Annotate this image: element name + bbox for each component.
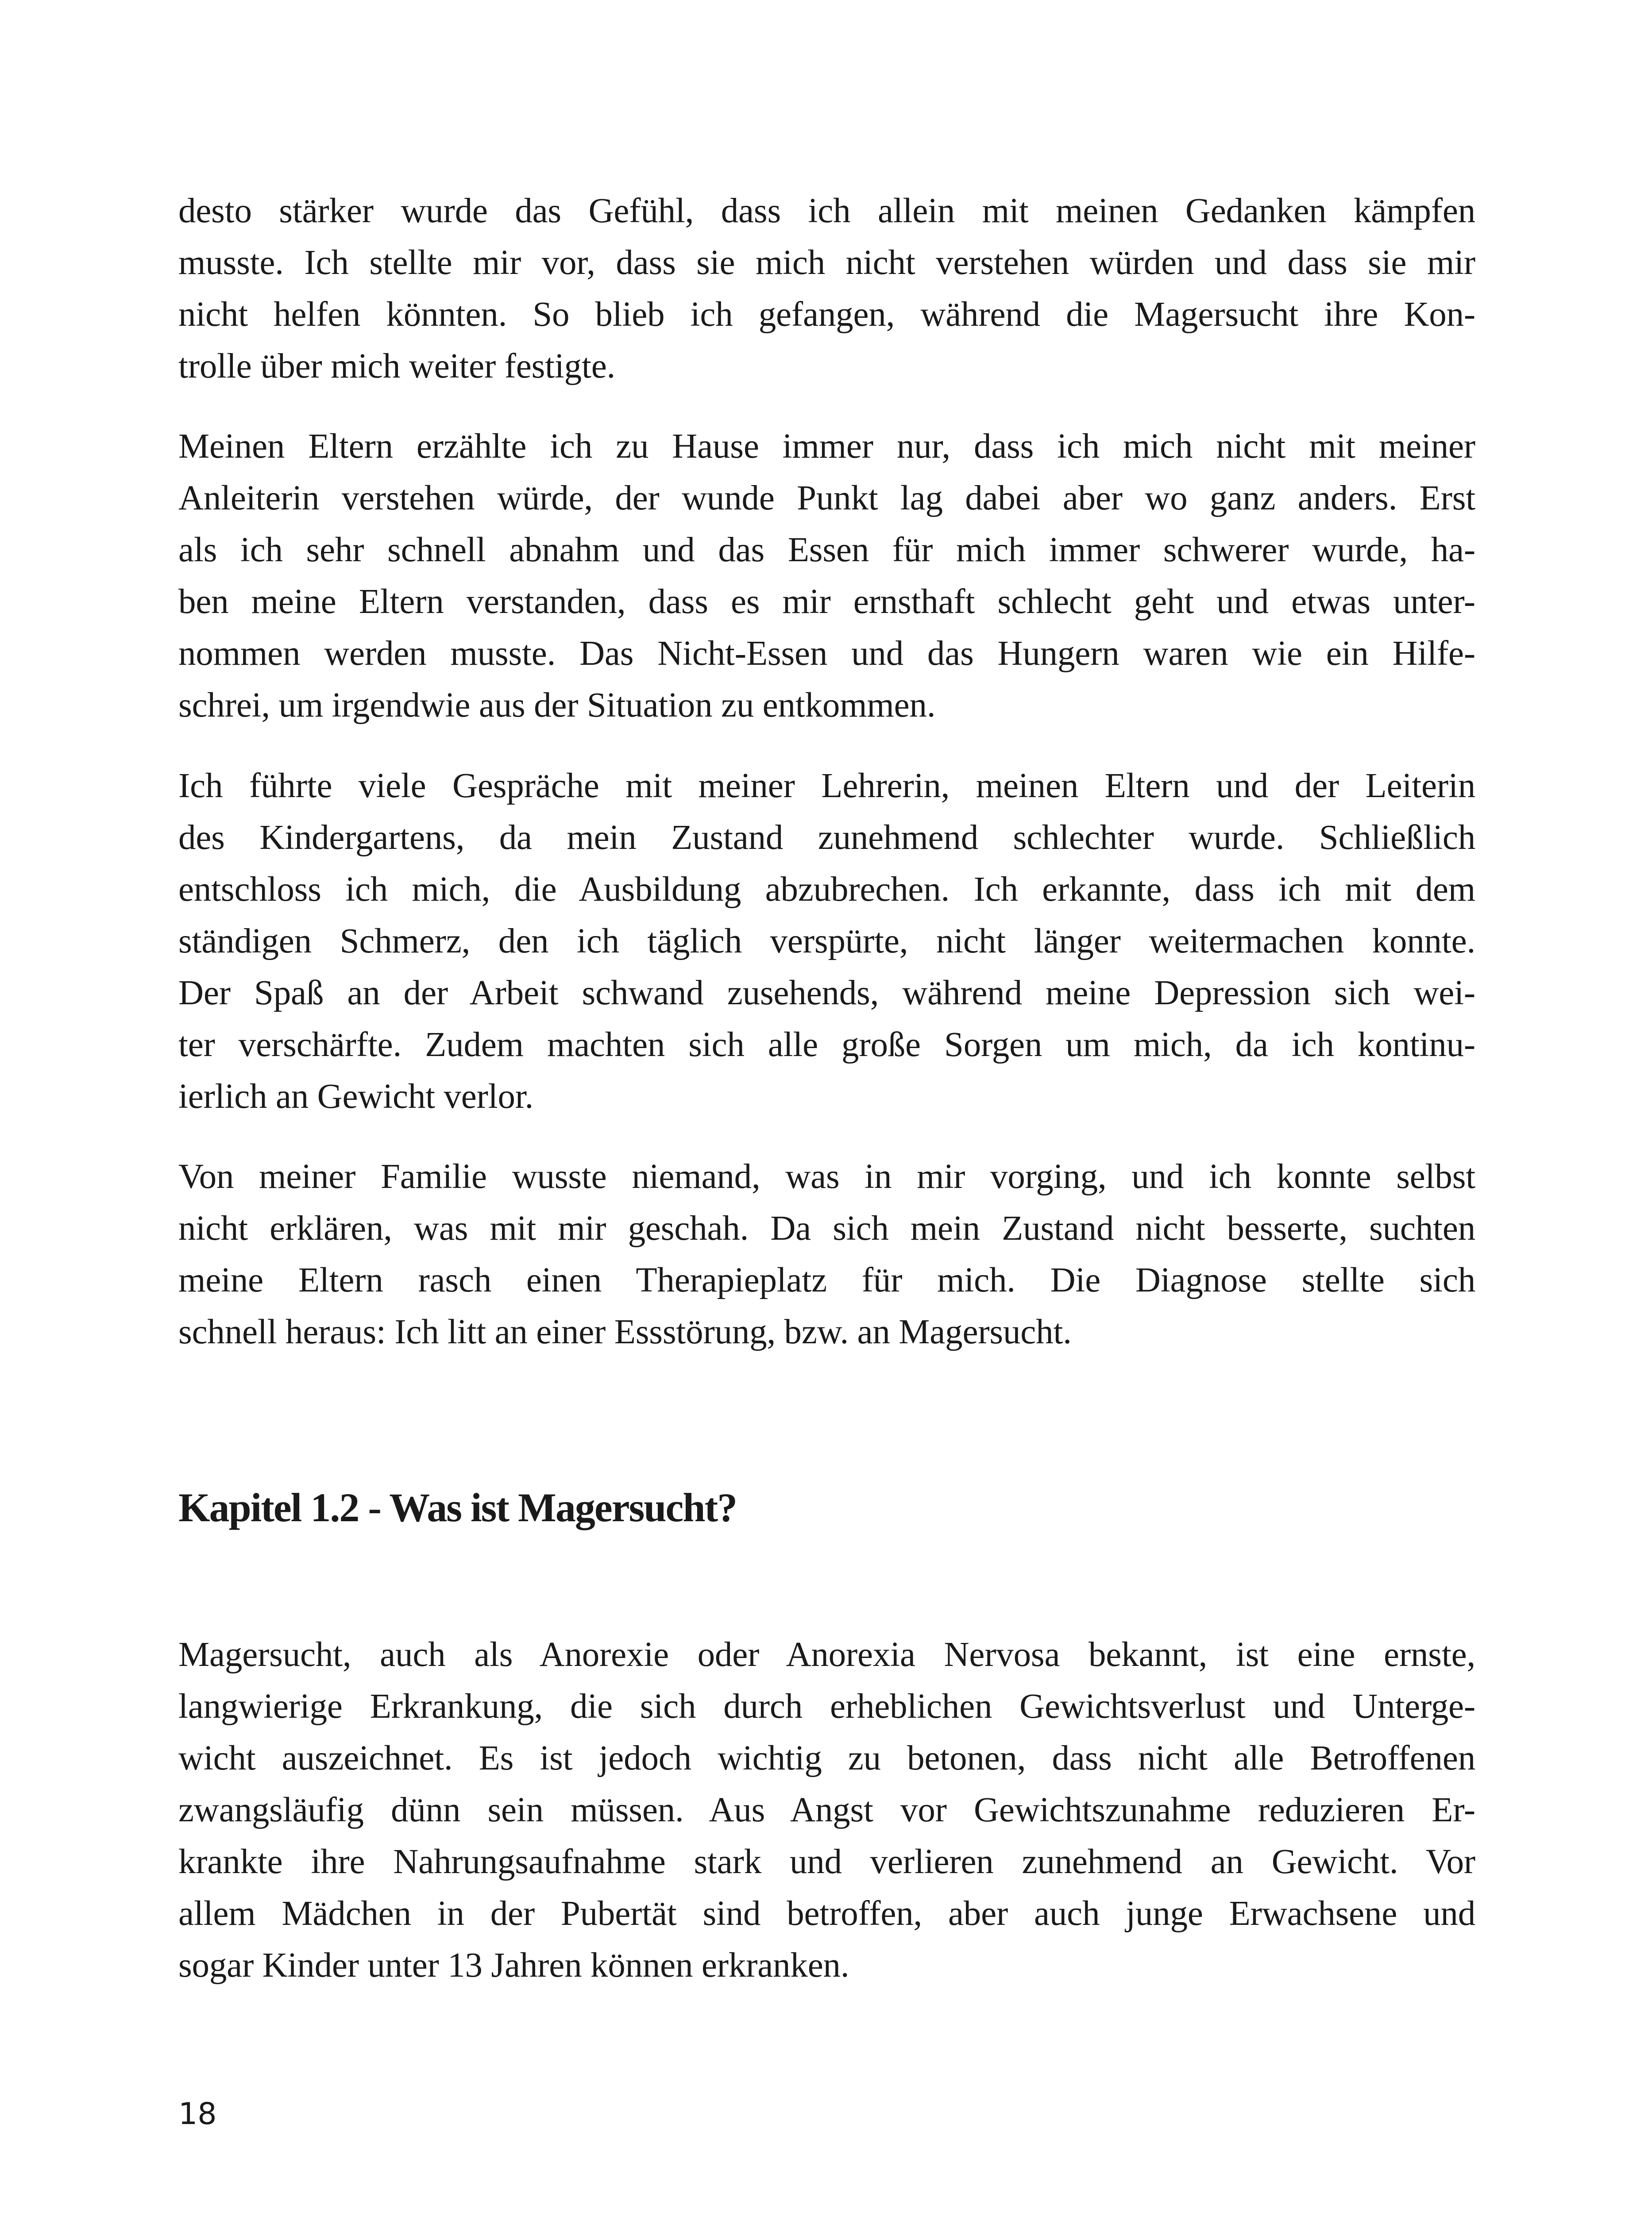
text-line: trolle über mich weiter festigte.: [178, 347, 616, 386]
text-line: schrei, um irgendwie aus der Situation zu entkommen.: [178, 686, 936, 725]
text-line: krankte ihre Nahrungsaufnahme stark und verlieren zunehmend an Gewicht. Vor: [178, 1843, 1475, 1881]
text-line: wicht auszeichnet. Es ist jedoch wichtig zu betonen, dass nicht alle Betroffenen: [178, 1739, 1475, 1777]
text-line: nicht helfen könnten. So blieb ich gefangen, während die Magersucht ihre Kon-: [178, 295, 1475, 334]
text-line: zwangsläufig dünn sein müssen. Aus Angst vor Gewichtszunahme reduzieren Er-: [178, 1791, 1475, 1829]
page-number: 18: [178, 2097, 217, 2132]
text-line: Anleiterin verstehen würde, der wunde Punkt lag dabei aber wo ganz anders. Erst: [178, 479, 1475, 517]
text-line: allem Mädchen in der Pubertät sind betroffen, aber auch junge Erwachsene und: [178, 1894, 1475, 1933]
chapter-heading: Kapitel 1.2 - Was ist Magersucht?: [178, 1485, 737, 1530]
text-line: musste. Ich stellte mir vor, dass sie mich nicht verstehen würden und dass sie mir: [178, 243, 1475, 282]
paragraph-4: [178, 1151, 1475, 1358]
paragraph-5: [178, 1629, 1475, 1991]
paragraph-3: [178, 760, 1475, 1122]
text-line: Ich führte viele Gespräche mit meiner Lehrerin, meinen Eltern und der Leiterin: [178, 767, 1475, 805]
text-line: entschloss ich mich, die Ausbildung abzubrechen. Ich erkannte, dass ich mit dem: [178, 870, 1475, 909]
text-line: Magersucht, auch als Anorexie oder Anorexia Nervosa bekannt, ist eine ernste,: [178, 1635, 1475, 1674]
text-line: Der Spaß an der Arbeit schwand zusehends, während meine Depression sich wei-: [178, 974, 1475, 1012]
text-line: nicht erklären, was mit mir geschah. Da sich mein Zustand nicht besserte, suchten: [178, 1209, 1475, 1248]
text-line: ben meine Eltern verstanden, dass es mir ernsthaft schlecht geht und etwas unter-: [178, 582, 1475, 621]
text-line: desto stärker wurde das Gefühl, dass ich allein mit meinen Gedanken kämpfen: [178, 192, 1475, 230]
text-line: als ich sehr schnell abnahm und das Essen für mich immer schwerer wurde, ha-: [178, 531, 1475, 569]
text-line: sogar Kinder unter 13 Jahren können erkranken.: [178, 1946, 849, 1985]
text-line: ständigen Schmerz, den ich täglich verspürte, nicht länger weitermachen konnte.: [178, 922, 1475, 960]
text-line: langwierige Erkrankung, die sich durch erheblichen Gewichtsverlust und Unterge-: [178, 1687, 1475, 1726]
text-line: Von meiner Familie wusste niemand, was in mir vorging, und ich konnte selbst: [178, 1157, 1475, 1196]
text-line: meine Eltern rasch einen Therapieplatz für mich. Die Diagnose stellte sich: [178, 1261, 1475, 1299]
text-line: Meinen Eltern erzählte ich zu Hause immer nur, dass ich mich nicht mit meiner: [178, 427, 1475, 466]
text-line: des Kindergartens, da mein Zustand zunehmend schlechter wurde. Schließlich: [178, 818, 1475, 857]
text-line: schnell heraus: Ich litt an einer Essstörung, bzw. an Magersucht.: [178, 1313, 1072, 1351]
paragraph-1: [178, 185, 1475, 392]
text-line: ter verschärfte. Zudem machten sich alle große Sorgen um mich, da ich kontinu-: [178, 1026, 1475, 1064]
text-line: ierlich an Gewicht verlor.: [178, 1077, 534, 1116]
text-line: nommen werden musste. Das Nicht-Essen und das Hungern waren wie ein Hilfe-: [178, 634, 1475, 673]
paragraph-2: [178, 420, 1475, 731]
